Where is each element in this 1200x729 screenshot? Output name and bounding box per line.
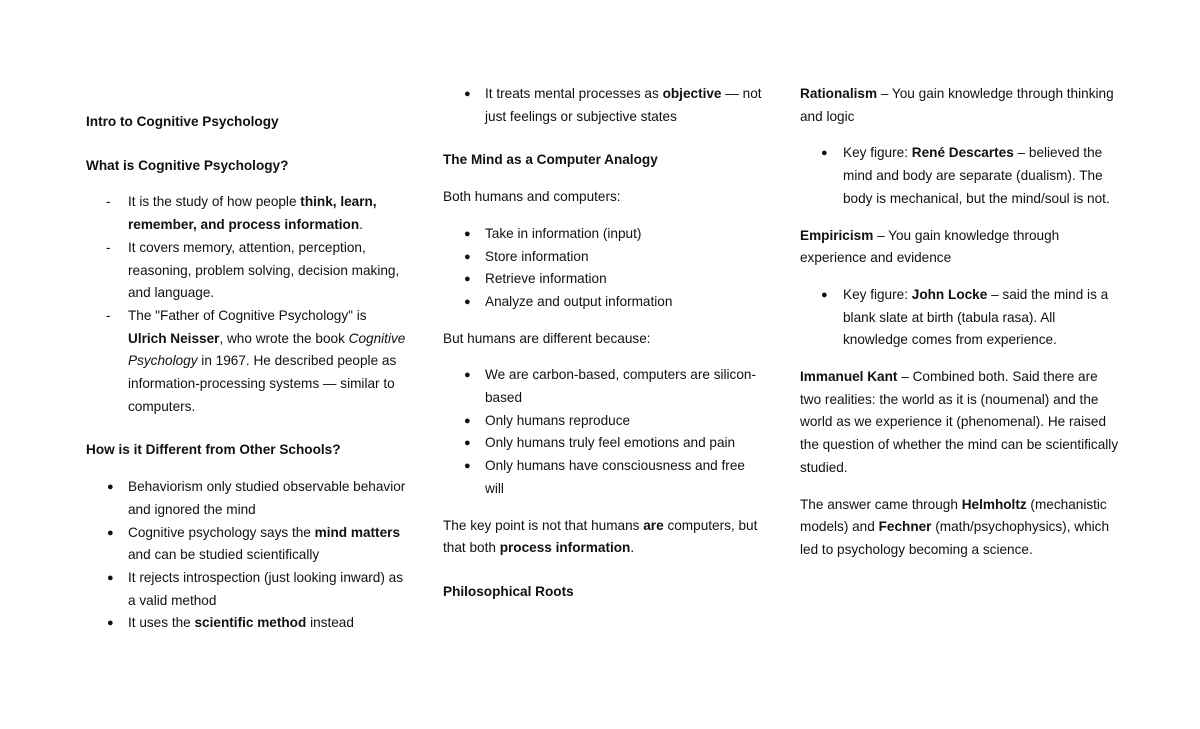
list-item: - It is the study of how people think, learn, remember, and process information. xyxy=(86,191,406,236)
section-heading-analogy: The Mind as a Computer Analogy xyxy=(443,152,658,168)
key-point: The key point is not that humans are computers, but that both process information. xyxy=(443,517,758,556)
bullet-marker: ● xyxy=(464,460,471,473)
bullet-marker: ● xyxy=(464,369,471,382)
bullet-marker: ● xyxy=(464,88,471,100)
empiricism-list xyxy=(800,284,1120,352)
spacer xyxy=(800,270,1120,284)
what-is-list xyxy=(86,191,406,418)
spacer xyxy=(800,352,1120,366)
list-item: ● Cognitive psychology says the mind matters and can be studied scientifically xyxy=(86,522,406,567)
bullet-marker: ● xyxy=(464,273,471,286)
spacer xyxy=(443,172,763,186)
list-item: ● Only humans reproduce xyxy=(443,410,763,433)
spacer xyxy=(443,350,763,364)
rationalism-paragraph: Rationalism – You gain knowledge through thinking and logic xyxy=(800,86,1114,124)
bullet-marker: ● xyxy=(821,288,828,301)
column-right xyxy=(800,83,1120,562)
answer-paragraph: The answer came through Helmholtz (mechanistic models) and Fechner (math/psychophysics), which led to psychology becoming a science. xyxy=(800,496,1110,557)
dash-marker: - xyxy=(106,194,111,210)
list-item: ● Analyze and output information xyxy=(443,291,763,314)
list-item: ● We are carbon-based, computers are silicon-based xyxy=(443,364,763,409)
spacer xyxy=(86,418,406,439)
list-item: ● Retrieve information xyxy=(443,268,763,291)
dash-marker: - xyxy=(106,239,111,255)
list-item: ● It treats mental processes as objective — not just feelings or subjective states xyxy=(443,83,763,128)
list-item: - It covers memory, attention, perception, reasoning, problem solving, decision making, and language. xyxy=(86,237,406,305)
bullet-marker: ● xyxy=(107,481,114,494)
bullet-marker: ● xyxy=(464,295,471,308)
bullet-marker: ● xyxy=(107,617,114,630)
spacer xyxy=(443,501,763,515)
spacer xyxy=(800,211,1120,225)
column-left xyxy=(86,111,406,635)
spacer xyxy=(443,560,763,581)
rationalism-list xyxy=(800,142,1120,210)
column-middle xyxy=(443,83,763,604)
bullet-marker: ● xyxy=(464,250,471,263)
both-list xyxy=(443,223,763,314)
empiricism-paragraph: Empiricism – You gain knowledge through experience and evidence xyxy=(800,227,1060,266)
bullet-marker: ● xyxy=(821,147,828,160)
spacer xyxy=(800,480,1120,494)
list-item: ● Key figure: John Locke – said the mind is a blank slate at birth (tabula rasa). All knowledge comes from experience. xyxy=(800,284,1120,352)
spacer xyxy=(800,128,1120,142)
bullet-marker: ● xyxy=(464,227,471,240)
spacer xyxy=(443,209,763,223)
section-heading-roots: Philosophical Roots xyxy=(443,583,574,599)
bullet-marker: ● xyxy=(107,571,114,584)
different-intro: But humans are different because: xyxy=(443,330,651,346)
list-item: ● It rejects introspection (just looking inward) as a valid method xyxy=(86,567,406,612)
document-title: Intro to Cognitive Psychology xyxy=(86,114,279,129)
list-item: - The "Father of Cognitive Psychology" is Ulrich Neisser, who wrote the book Cognitive Psychology in 1967. He described people as information-processing systems — similar to computers. xyxy=(86,305,406,419)
kant-paragraph: Immanuel Kant – Combined both. Said there are two realities: the world as it is (noumenal) and the world as we experience it (phenomenal). He raised the question of whether the mind can be scientifically studied. xyxy=(800,369,1119,475)
section-heading-what-is: What is Cognitive Psychology? xyxy=(86,157,289,173)
list-item: ● Store information xyxy=(443,246,763,269)
list-item: ● Only humans truly feel emotions and pain xyxy=(443,432,763,455)
both-intro: Both humans and computers: xyxy=(443,189,621,205)
spacer xyxy=(86,134,406,155)
list-item: ● Key figure: René Descartes – believed the mind and body are separate (dualism). The body is mechanical, but the mind/soul is not. xyxy=(800,142,1120,210)
different-list xyxy=(86,476,406,635)
spacer xyxy=(86,462,406,476)
dash-marker: - xyxy=(106,307,111,323)
spacer xyxy=(86,177,406,191)
bullet-marker: ● xyxy=(464,437,471,450)
section-heading-different: How is it Different from Other Schools? xyxy=(86,442,341,458)
human-diff-list xyxy=(443,364,763,500)
bullet-marker: ● xyxy=(107,526,114,539)
objective-list xyxy=(443,83,763,128)
list-item: ● It uses the scientific method instead xyxy=(86,612,406,635)
spacer xyxy=(443,314,763,328)
bullet-marker: ● xyxy=(464,414,471,427)
list-item: ● Take in information (input) xyxy=(443,223,763,246)
list-item: ● Only humans have consciousness and free will xyxy=(443,455,763,500)
list-item: ● Behaviorism only studied observable behavior and ignored the mind xyxy=(86,476,406,521)
spacer xyxy=(443,128,763,149)
